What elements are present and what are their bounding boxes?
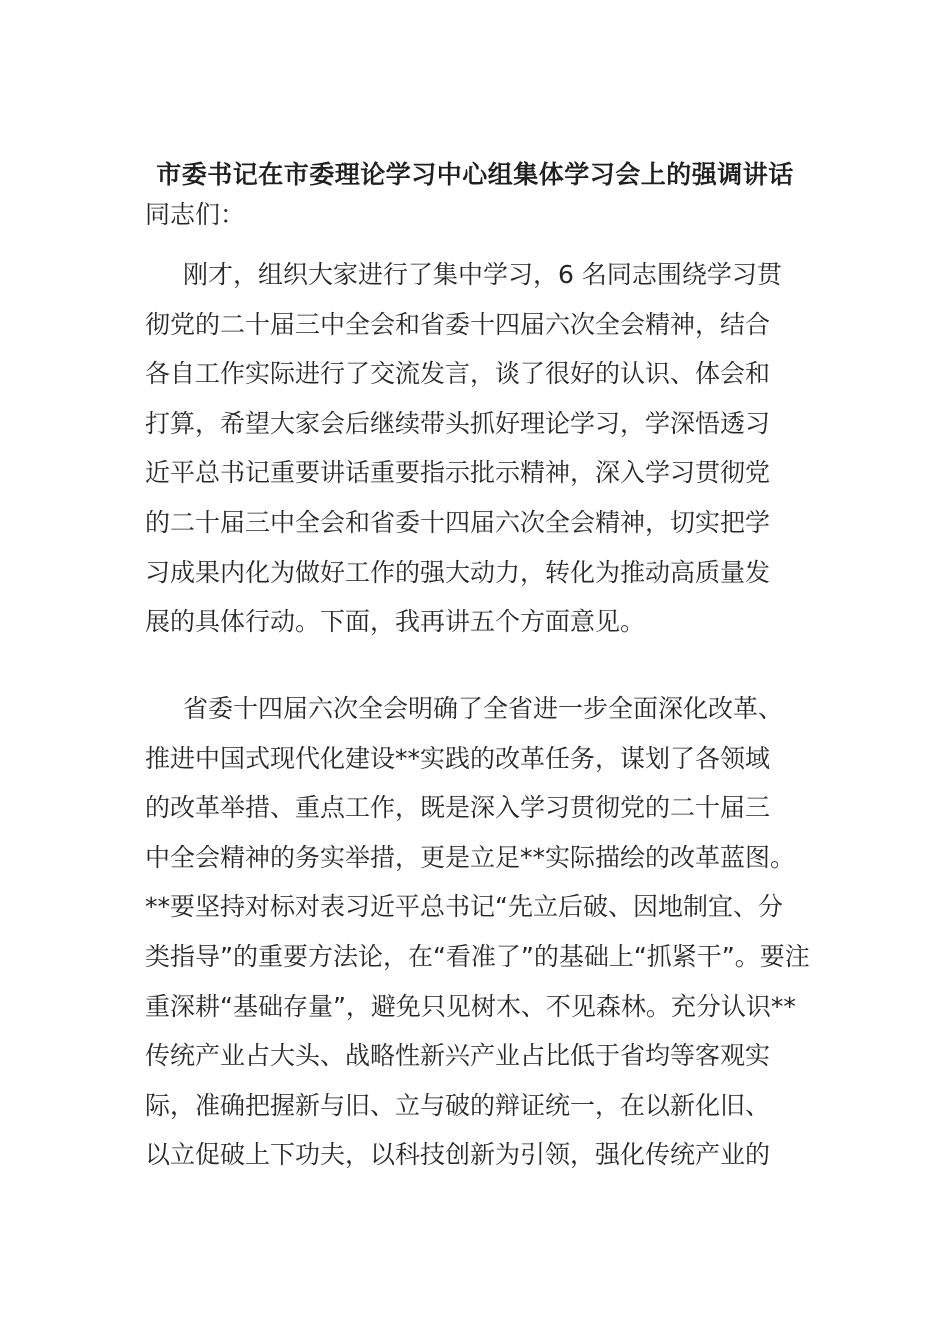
paragraph-line: 各自工作实际进行了交流发言，谈了很好的认识、体会和 (145, 359, 771, 389)
paragraph-line: 打算，希望大家会后继续带头抓好理论学习，学深悟透习 (145, 408, 771, 438)
paragraph-line: 传统产业占大头、战略性新兴产业占比低于省均等客观实 (145, 1041, 771, 1071)
paragraph-line: 习成果内化为做好工作的强大动力，转化为推动高质量发 (145, 557, 771, 587)
paragraph-line: 重深耕“基础存量”，避免只见树木、不见森林。充分认识** (145, 991, 796, 1021)
paragraph-line: 省委十四届六次全会明确了全省进一步全面深化改革、 (183, 694, 784, 723)
paragraph-line: 刚才，组织大家进行了集中学习，6 名同志围绕学习贯 (183, 260, 782, 289)
paragraph-line: 展的具体行动。下面，我再讲五个方面意见。 (145, 607, 646, 637)
salutation: 同志们： (145, 200, 246, 229)
paragraph-line: 中全会精神的务实举措，更是立足**实际描绘的改革蓝图。 (145, 842, 796, 872)
document-title: 市委书记在市委理论学习中心组集体学习会上的强调讲话 (156, 160, 794, 189)
paragraph-line: 以立促破上下功夫，以科技创新为引领，强化传统产业的 (145, 1140, 771, 1170)
paragraph-2 (145, 684, 810, 1180)
paragraph-line: 的改革举措、重点工作，既是深入学习贯彻党的二十届三 (145, 793, 771, 823)
paragraph-line: 近平总书记重要讲话重要指示批示精神，深入学习贯彻党 (145, 458, 771, 488)
paragraph-line: 类指导”的重要方法论，在“看准了”的基础上“抓紧干”。要注 (145, 941, 810, 971)
paragraph-1 (145, 250, 810, 647)
paragraph-line: 彻党的二十届三中全会和省委十四届六次全会精神，结合 (145, 309, 771, 339)
paragraph-line: 推进中国式现代化建设**实践的改革任务，谋划了各领域 (145, 743, 771, 773)
paragraph-line: 际，准确把握新与旧、立与破的辩证统一，在以新化旧、 (145, 1090, 771, 1120)
paragraph-line: **要坚持对标对表习近平总书记“先立后破、因地制宜、分 (145, 892, 783, 922)
paragraph-line: 的二十届三中全会和省委十四届六次全会精神，切实把学 (145, 507, 771, 537)
